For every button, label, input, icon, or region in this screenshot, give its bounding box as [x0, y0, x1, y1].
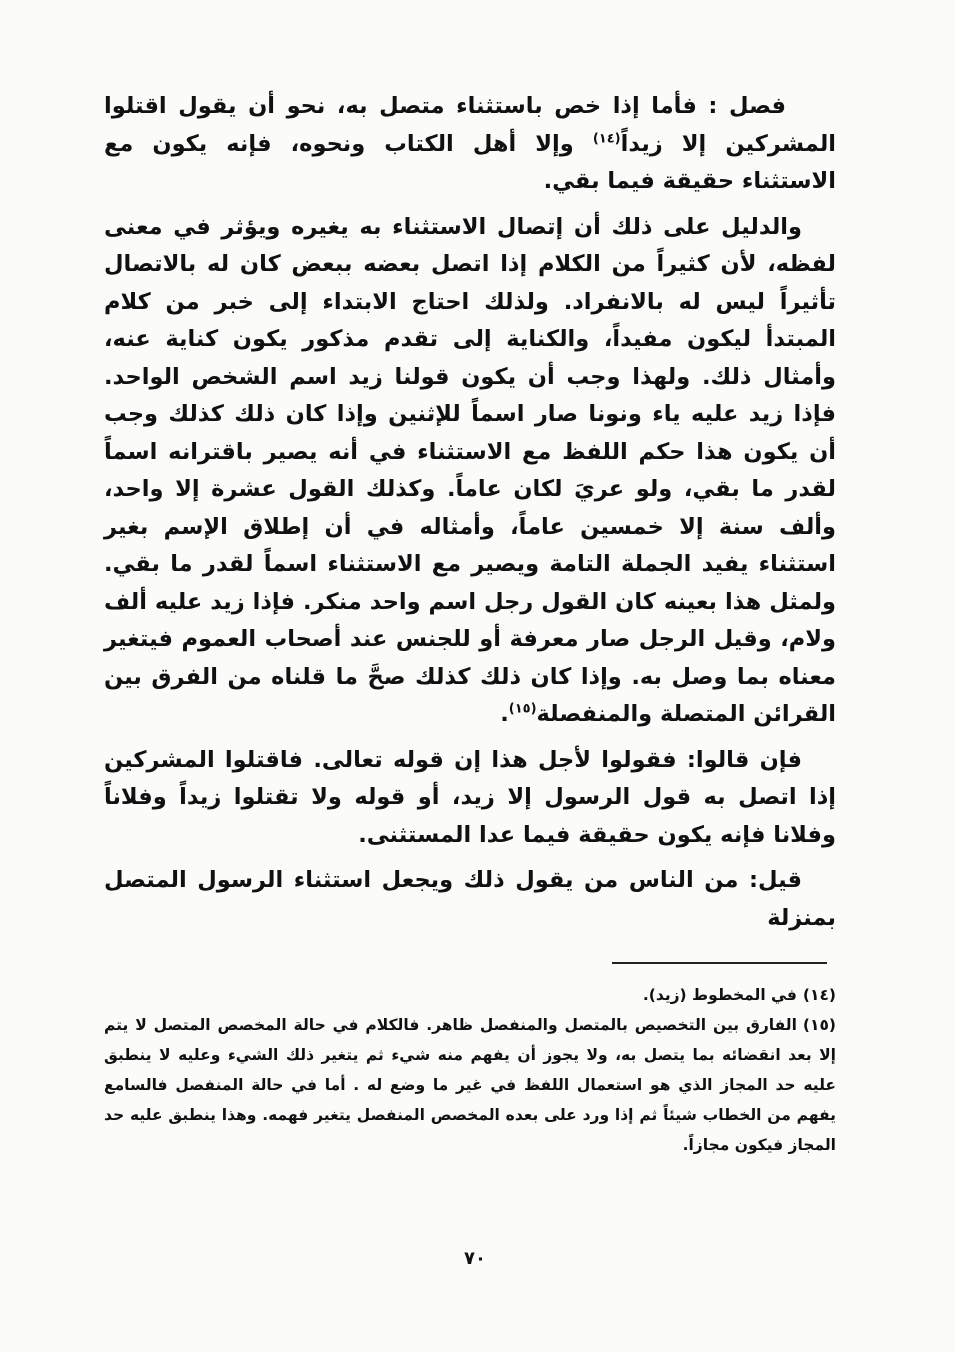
footnote-15-number: (١٥) [802, 1016, 836, 1034]
footnote-ref-14: (١٤) [592, 131, 621, 146]
footnote-14 [104, 980, 836, 1010]
paragraph-1-text-b: وإلا أهل الكتاب ونحوه، فإنه يكون مع الاستثناء حقيقة فيما بقي. [104, 130, 836, 194]
paragraph-4-text: قيل: من الناس من يقول ذلك ويجعل استثناء الرسول المتصل بمنزلة [104, 867, 836, 931]
paragraph-2 [104, 209, 836, 734]
footnote-15 [104, 1010, 836, 1160]
footnote-14-number: (١٤) [802, 986, 836, 1004]
footnote-divider [612, 962, 827, 964]
footnotes [104, 980, 836, 1160]
paragraph-4 [104, 862, 836, 937]
paragraph-1 [104, 88, 836, 201]
footnote-15-text: الفارق بين التخصيص بالمتصل والمنفصل ظاهر. فالكلام في حالة المخصص المتصل لا يتم إلا بعد انقضائه بما يتصل به، ولا يجوز أن يفهم منه شيء ثم يتغير ذلك الشيء وعليه لا ينطبق عليه حد المجاز الذي هو استعمال اللفظ في غير ما وضع له . أما في حالة المنفصل فالسامع يفهم من الخطاب شيئاً ثم إذا ورد على بعده المخصص المنفصل يتغير فهمه. وهذا ينطبق عليه حد المجاز فيكون مجازاً. [104, 1016, 836, 1154]
page-number: ٧٠ [464, 1248, 486, 1269]
paragraph-1-text-a: فصل : فأما إذا خص باستثناء متصل به، نحو أن يقول اقتلوا المشركين إلا زيداً [104, 93, 836, 157]
paragraph-2-text-a: والدليل على ذلك أن إتصال الاستثناء به يغيره ويؤثر في معنى لفظه، لأن كثيراً من الكلام إذا اتصل بعضه ببعض كان له بالاتصال تأثيراً ليس له بالانفراد. ولذلك احتاج الابتداء إلى خبر من كلام المبتدأ ليكون مفيداً، والكناية إلى تقدم مذكور يكون كناية عنه، وأمثال ذلك. ولهذا وجب أن يكون قولنا زيد اسم الشخص الواحد. فإذا زيد عليه ياء ونونا صار اسماً للإثنين وإذا كان ذلك كذلك وجب أن يكون هذا حكم اللفظ مع الاستثناء في أنه يصير باقترانه اسماً لقدر ما بقي، ولو عريَ لكان عاماً. وكذلك القول عشرة إلا واحد، وألف سنة إلا خمسين عاماً، وأمثاله في أن إطلاق الإسم بغير استثناء يفيد الجملة التامة ويصير مع الاستثناء اسماً لقدر ما بقي. ولمثل هذا بعينه كان القول رجل اسم واحد منكر. فإذا زيد عليه ألف ولام، وقيل الرجل صار معرفة أو للجنس عند أصحاب العموم فيتغير معناه بما وصل به. وإذا كان ذلك كذلك صحَّ ما قلناه من الفرق بين القرائن المتصلة والمنفصلة [104, 213, 836, 727]
main-text [104, 88, 836, 945]
paragraph-3 [104, 742, 836, 855]
footnote-ref-15: (١٥) [508, 701, 537, 717]
paragraph-2-text-b: . [500, 701, 509, 727]
paragraph-3-text: فإن قالوا: فقولوا لأجل هذا إن قوله تعالى. فاقتلوا المشركين إذا اتصل به قول الرسول إلا زيد، أو قوله ولا تقتلوا زيداً وفلاناً وفلانا فإنه يكون حقيقة فيما عدا المستثنى. [104, 746, 836, 848]
footnote-14-text: في المخطوط (زيد). [642, 986, 797, 1004]
